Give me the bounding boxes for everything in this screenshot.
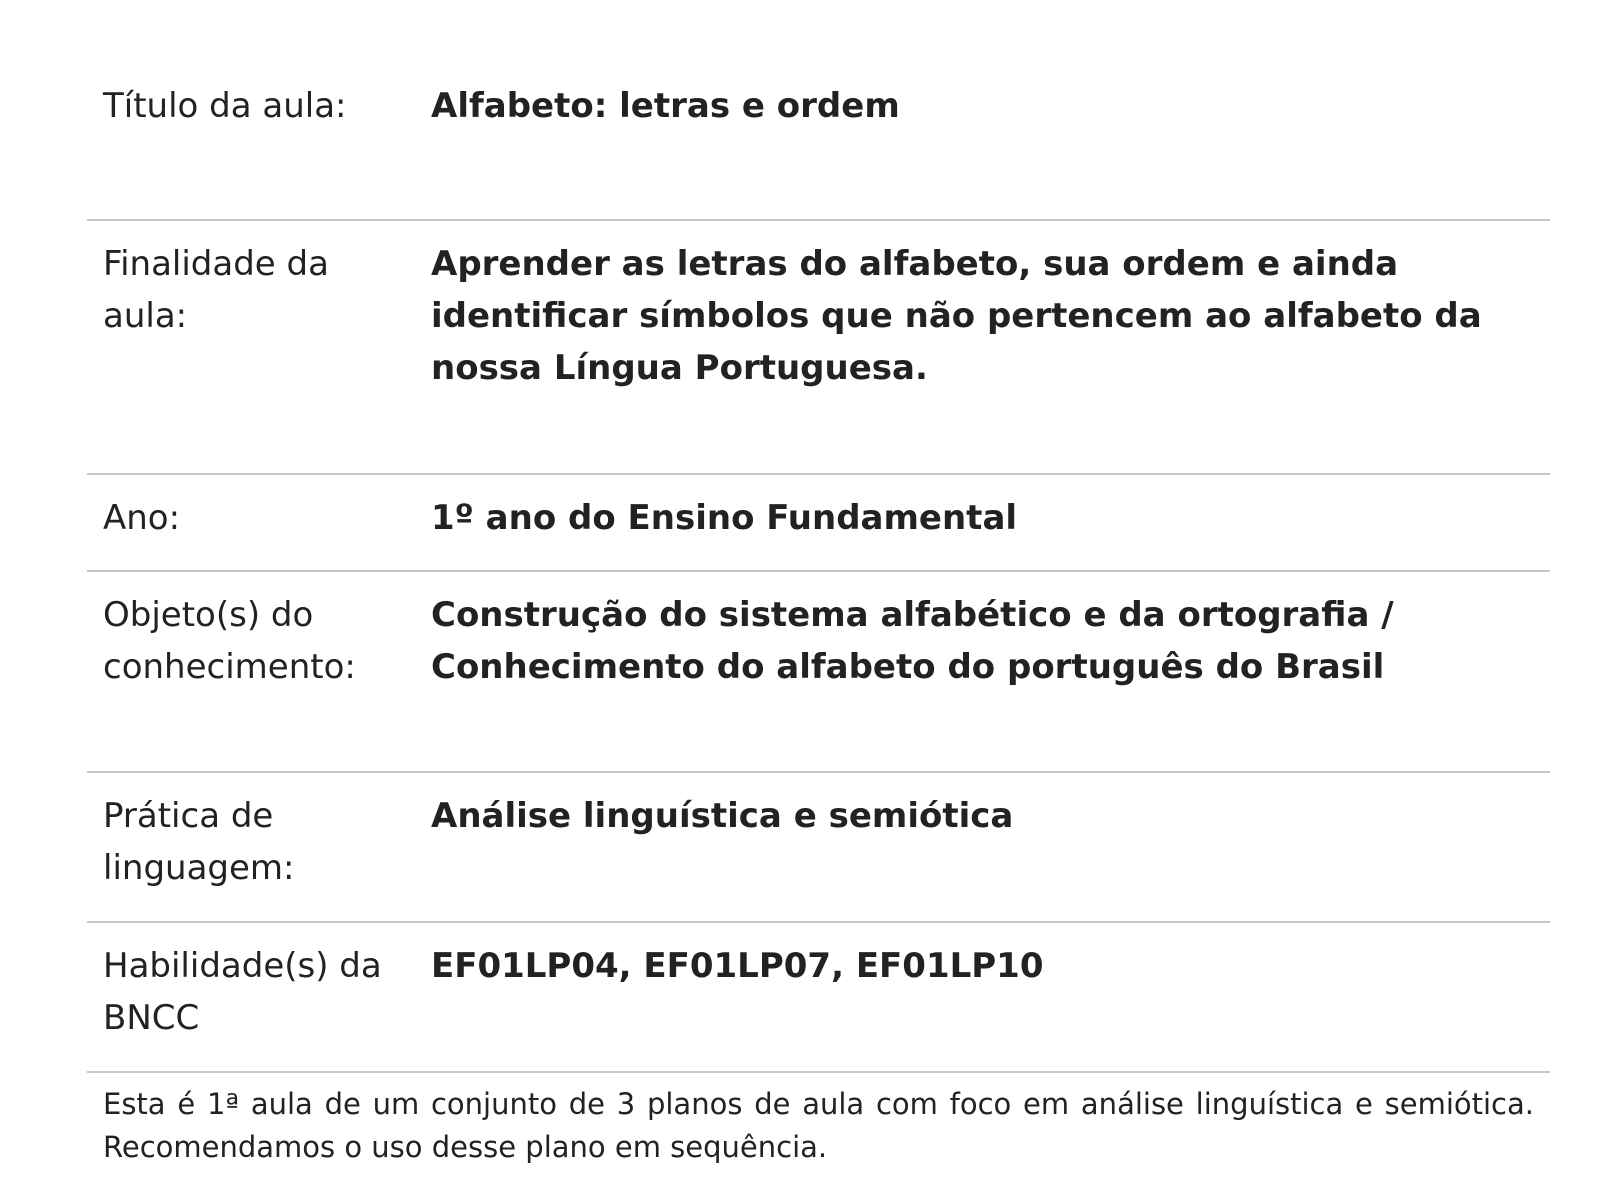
row-lesson-title — [87, 0, 1550, 221]
sequence-note-container — [87, 1073, 1550, 1193]
knowledge-objects-value: Construção do sistema alfabético e da ortografia / Conhecimento do alfabeto do português do Brasil — [431, 595, 1394, 687]
lesson-title-value: Alfabeto: letras e ordem — [431, 86, 900, 126]
row-lesson-purpose — [87, 221, 1550, 475]
language-practice-value: Análise linguística e semiótica — [431, 796, 1014, 836]
lesson-plan-table — [87, 0, 1550, 1193]
school-year-label: Ano: — [103, 498, 181, 538]
row-bncc-skills — [87, 923, 1550, 1073]
lesson-title-label: Título da aula: — [103, 86, 347, 126]
sequence-note: Esta é 1ª aula de um conjunto de 3 planos de aula com foco em análise linguística e semiótica. Recomendamos o uso desse plano em sequência. — [103, 1087, 1534, 1164]
lesson-purpose-label: Finalidade da aula: — [103, 244, 329, 336]
bncc-skills-label: Habilidade(s) da BNCC — [103, 946, 382, 1038]
row-knowledge-objects — [87, 572, 1550, 773]
knowledge-objects-label: Objeto(s) do conhecimento: — [103, 595, 356, 687]
row-school-year — [87, 475, 1550, 572]
lesson-purpose-value: Aprender as letras do alfabeto, sua ordem e ainda identificar símbolos que não pertencem ao alfabeto da nossa Língua Portuguesa. — [431, 244, 1482, 388]
bncc-skills-value: EF01LP04, EF01LP07, EF01LP10 — [431, 946, 1044, 986]
language-practice-label: Prática de linguagem: — [103, 796, 295, 888]
row-language-practice — [87, 773, 1550, 923]
school-year-value: 1º ano do Ensino Fundamental — [431, 498, 1018, 538]
